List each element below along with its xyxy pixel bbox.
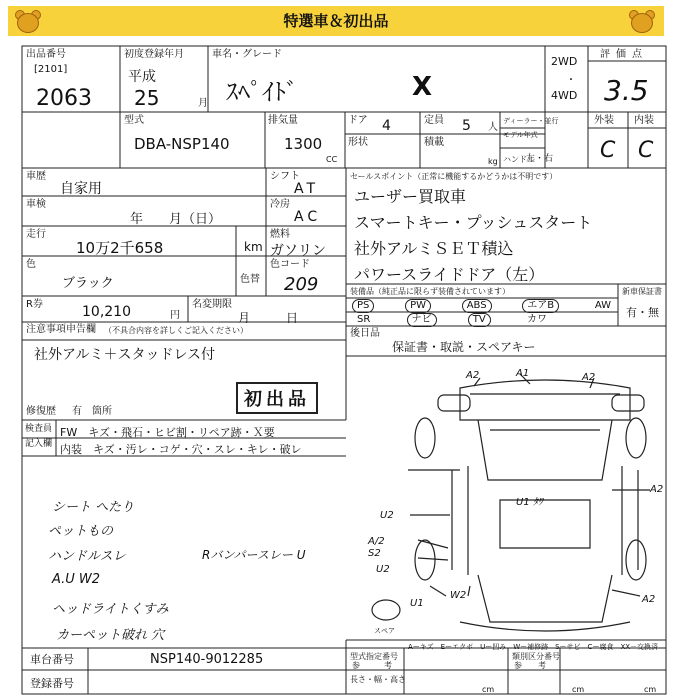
color-code-label: 色コード: [270, 259, 310, 270]
repair-label: 修復歴: [26, 406, 56, 417]
cm-unit-1: cm: [482, 685, 495, 694]
model-year-label: モデル年式: [503, 131, 538, 139]
model-code: DBA-NSP140: [134, 135, 230, 153]
score-value: 3.5: [604, 74, 649, 107]
equip-aw: AW: [594, 300, 611, 311]
notes-sublabel: （不具合内容を詳しくご記入ください）: [104, 326, 248, 335]
displacement-label: 排気量: [268, 115, 298, 126]
handwritten-note-2: ペットもの: [48, 524, 114, 539]
diagram-mark-w2: W2: [450, 590, 467, 601]
drive-4wd: 4WD: [551, 89, 578, 102]
equip-tv: TV: [468, 313, 491, 327]
handwritten-note-5: ヘッドライトくすみ: [52, 602, 169, 617]
history-value: 自家用: [60, 181, 102, 197]
recycle-value: 10,210: [82, 304, 131, 320]
door-label: ドア: [348, 115, 368, 126]
drive-2wd: 2WD: [551, 55, 578, 68]
selling-point-2: スマートキー・プッシュスタート: [354, 213, 593, 232]
selling-point-3: 社外アルミＳＥＴ積込: [354, 239, 514, 258]
month-suffix: 月: [198, 98, 208, 109]
interior-label: 内装: [634, 115, 654, 126]
diagram-mark-a2-rear: A2: [642, 594, 656, 605]
inspector-label-2: 記入欄: [25, 439, 53, 449]
ref-label-1: 参 考: [352, 661, 392, 670]
color-code-value: 209: [284, 274, 319, 295]
color-change-label: 色替: [240, 274, 260, 285]
fuel-value: ガソリン: [270, 243, 326, 259]
chassis-label: 車台番号: [30, 653, 74, 666]
yen-unit: 円: [170, 310, 180, 321]
lot-number: 2063: [36, 86, 92, 111]
equip-ps: PS: [352, 299, 374, 313]
mileage-value: 10万2千658: [76, 239, 164, 257]
ac-value: AC: [294, 209, 322, 225]
name-grade-label: 車名・グレード: [212, 49, 282, 60]
car-name: ｽﾍﾟｲﾄﾞ: [226, 78, 298, 106]
notes-text: 社外アルミ＋スタッドレス付: [34, 347, 216, 363]
cm-unit-3: cm: [644, 685, 657, 694]
spare-label: スペア: [374, 627, 395, 635]
exterior-label: 外装: [594, 115, 614, 126]
warranty-value: 有・無: [626, 306, 659, 319]
equip-sr: SR: [357, 314, 371, 325]
inspector-interior-row: 内装 キズ・汚レ・コゲ・穴・スレ・キレ・破レ: [60, 443, 302, 456]
banner-title: 特選車＆初出品: [283, 12, 389, 30]
equip-airbag: エアB: [522, 299, 559, 313]
ref-label-2: 参 考: [514, 661, 546, 670]
inspection-label: 車検: [26, 199, 46, 210]
selling-point-1: ユーザー買取車: [354, 187, 467, 206]
reg-year: 25: [134, 86, 160, 110]
registration-label: 登録番号: [30, 677, 74, 690]
handle-value: 左・右: [526, 154, 554, 164]
diagram-mark-a2-right: A2: [582, 372, 596, 383]
exterior-grade: C: [600, 138, 616, 163]
diagram-mark-u2: U2: [380, 510, 394, 521]
lot-sub: [2101]: [34, 64, 68, 75]
diagram-mark-u1-roof: U1 ﾀﾜ: [516, 497, 543, 508]
equip-pw: PW: [405, 299, 431, 313]
cm-unit-2: cm: [572, 685, 585, 694]
inspector-exterior-row: FW キズ・飛石・ヒビ割・リペア跡・Ｘ要: [60, 426, 275, 439]
first-reg-label: 初度登録年月: [124, 49, 184, 60]
handwritten-note-1: シート へたり: [52, 500, 135, 515]
size-label: 長さ・幅・高さ: [350, 675, 406, 684]
fuel-label: 燃料: [270, 229, 290, 240]
door-count: 4: [382, 118, 391, 134]
dealer-label: ディーラー・並行: [503, 117, 559, 125]
color-value: ブラック: [62, 276, 114, 291]
color-label: 色: [26, 259, 36, 270]
model-label: 型式: [124, 115, 144, 126]
car-grade: X: [412, 72, 433, 102]
selling-point-4: パワースライドドア（左）: [354, 265, 545, 284]
tax-label: 名変期限: [192, 299, 232, 310]
inspection-value: 年 月（日）: [130, 212, 222, 227]
displacement-value: 1300: [284, 135, 323, 153]
load-label: 積載: [424, 137, 444, 148]
diagram-mark-u1: U1: [410, 598, 424, 609]
diagram-mark-a1: A1: [516, 368, 530, 379]
lot-label: 出品番号: [26, 49, 66, 60]
shape-label: 形状: [348, 137, 368, 148]
diagram-mark-a2-left: A2: [466, 370, 480, 381]
handwritten-note-3: ハンドルスレ: [48, 549, 126, 564]
handwritten-note-4: A.U W2: [52, 572, 101, 587]
later-items: 保証書・取説・スペアキー: [392, 340, 536, 354]
repair-value: 有 箇所: [72, 406, 112, 417]
score-label: 評価点: [600, 49, 648, 60]
mileage-label: 走行: [26, 229, 46, 240]
class-label: 類別区分番号: [512, 652, 560, 661]
damage-legend: Aーキズ Eーエクボ Uー凹み Wー補修跡 Sーサビ Cー腐食 XX－交換済: [408, 643, 659, 651]
type-cert-label: 型式指定番号: [350, 652, 398, 661]
svg-text:S2: S2: [368, 548, 381, 559]
selling-points-label: セールスポイント（正常に機能するかどうかは不明です）: [350, 172, 558, 181]
svg-text:U2: U2: [376, 564, 390, 575]
equip-abs: ABS: [462, 299, 492, 313]
warranty-label: 新車保証書: [622, 287, 662, 296]
history-label: 車歴: [26, 171, 46, 182]
interior-grade: C: [638, 138, 654, 163]
chassis-number: NSP140-9012285: [150, 652, 264, 667]
cc-unit: CC: [326, 155, 338, 164]
handwritten-side-note: Rバンパースレー U: [202, 548, 306, 562]
first-listing-stamp: 初出品: [236, 382, 318, 414]
era: 平成: [128, 69, 156, 85]
shift-label: シフト: [270, 171, 300, 182]
capacity-value: 5: [462, 118, 471, 134]
km-unit: km: [244, 240, 263, 254]
capacity-label: 定員: [424, 115, 444, 126]
person-unit: 人: [488, 122, 498, 133]
later-label: 後日品: [350, 328, 380, 339]
equip-leather: カワ: [527, 314, 547, 325]
diagram-mark-a2-s2: A/2: [368, 536, 385, 547]
ac-label: 冷房: [270, 199, 290, 210]
recycle-label: R券: [26, 299, 43, 310]
handwritten-note-6: カーペット破れ 穴: [56, 628, 165, 643]
diagram-mark-a2-side: A2: [650, 484, 664, 495]
notes-label: 注意事項申告欄: [26, 324, 96, 335]
handle-label: ハンドル: [503, 155, 535, 164]
shift-value: AT: [294, 181, 320, 197]
tax-value: 月 日: [238, 311, 299, 325]
equipment-label: 装備品（純正品に限らず装備されています）: [350, 287, 510, 296]
equip-navi: ナビ: [407, 313, 437, 327]
kg-unit: kg: [488, 157, 498, 166]
inspector-label-1: 検査員: [25, 424, 53, 434]
